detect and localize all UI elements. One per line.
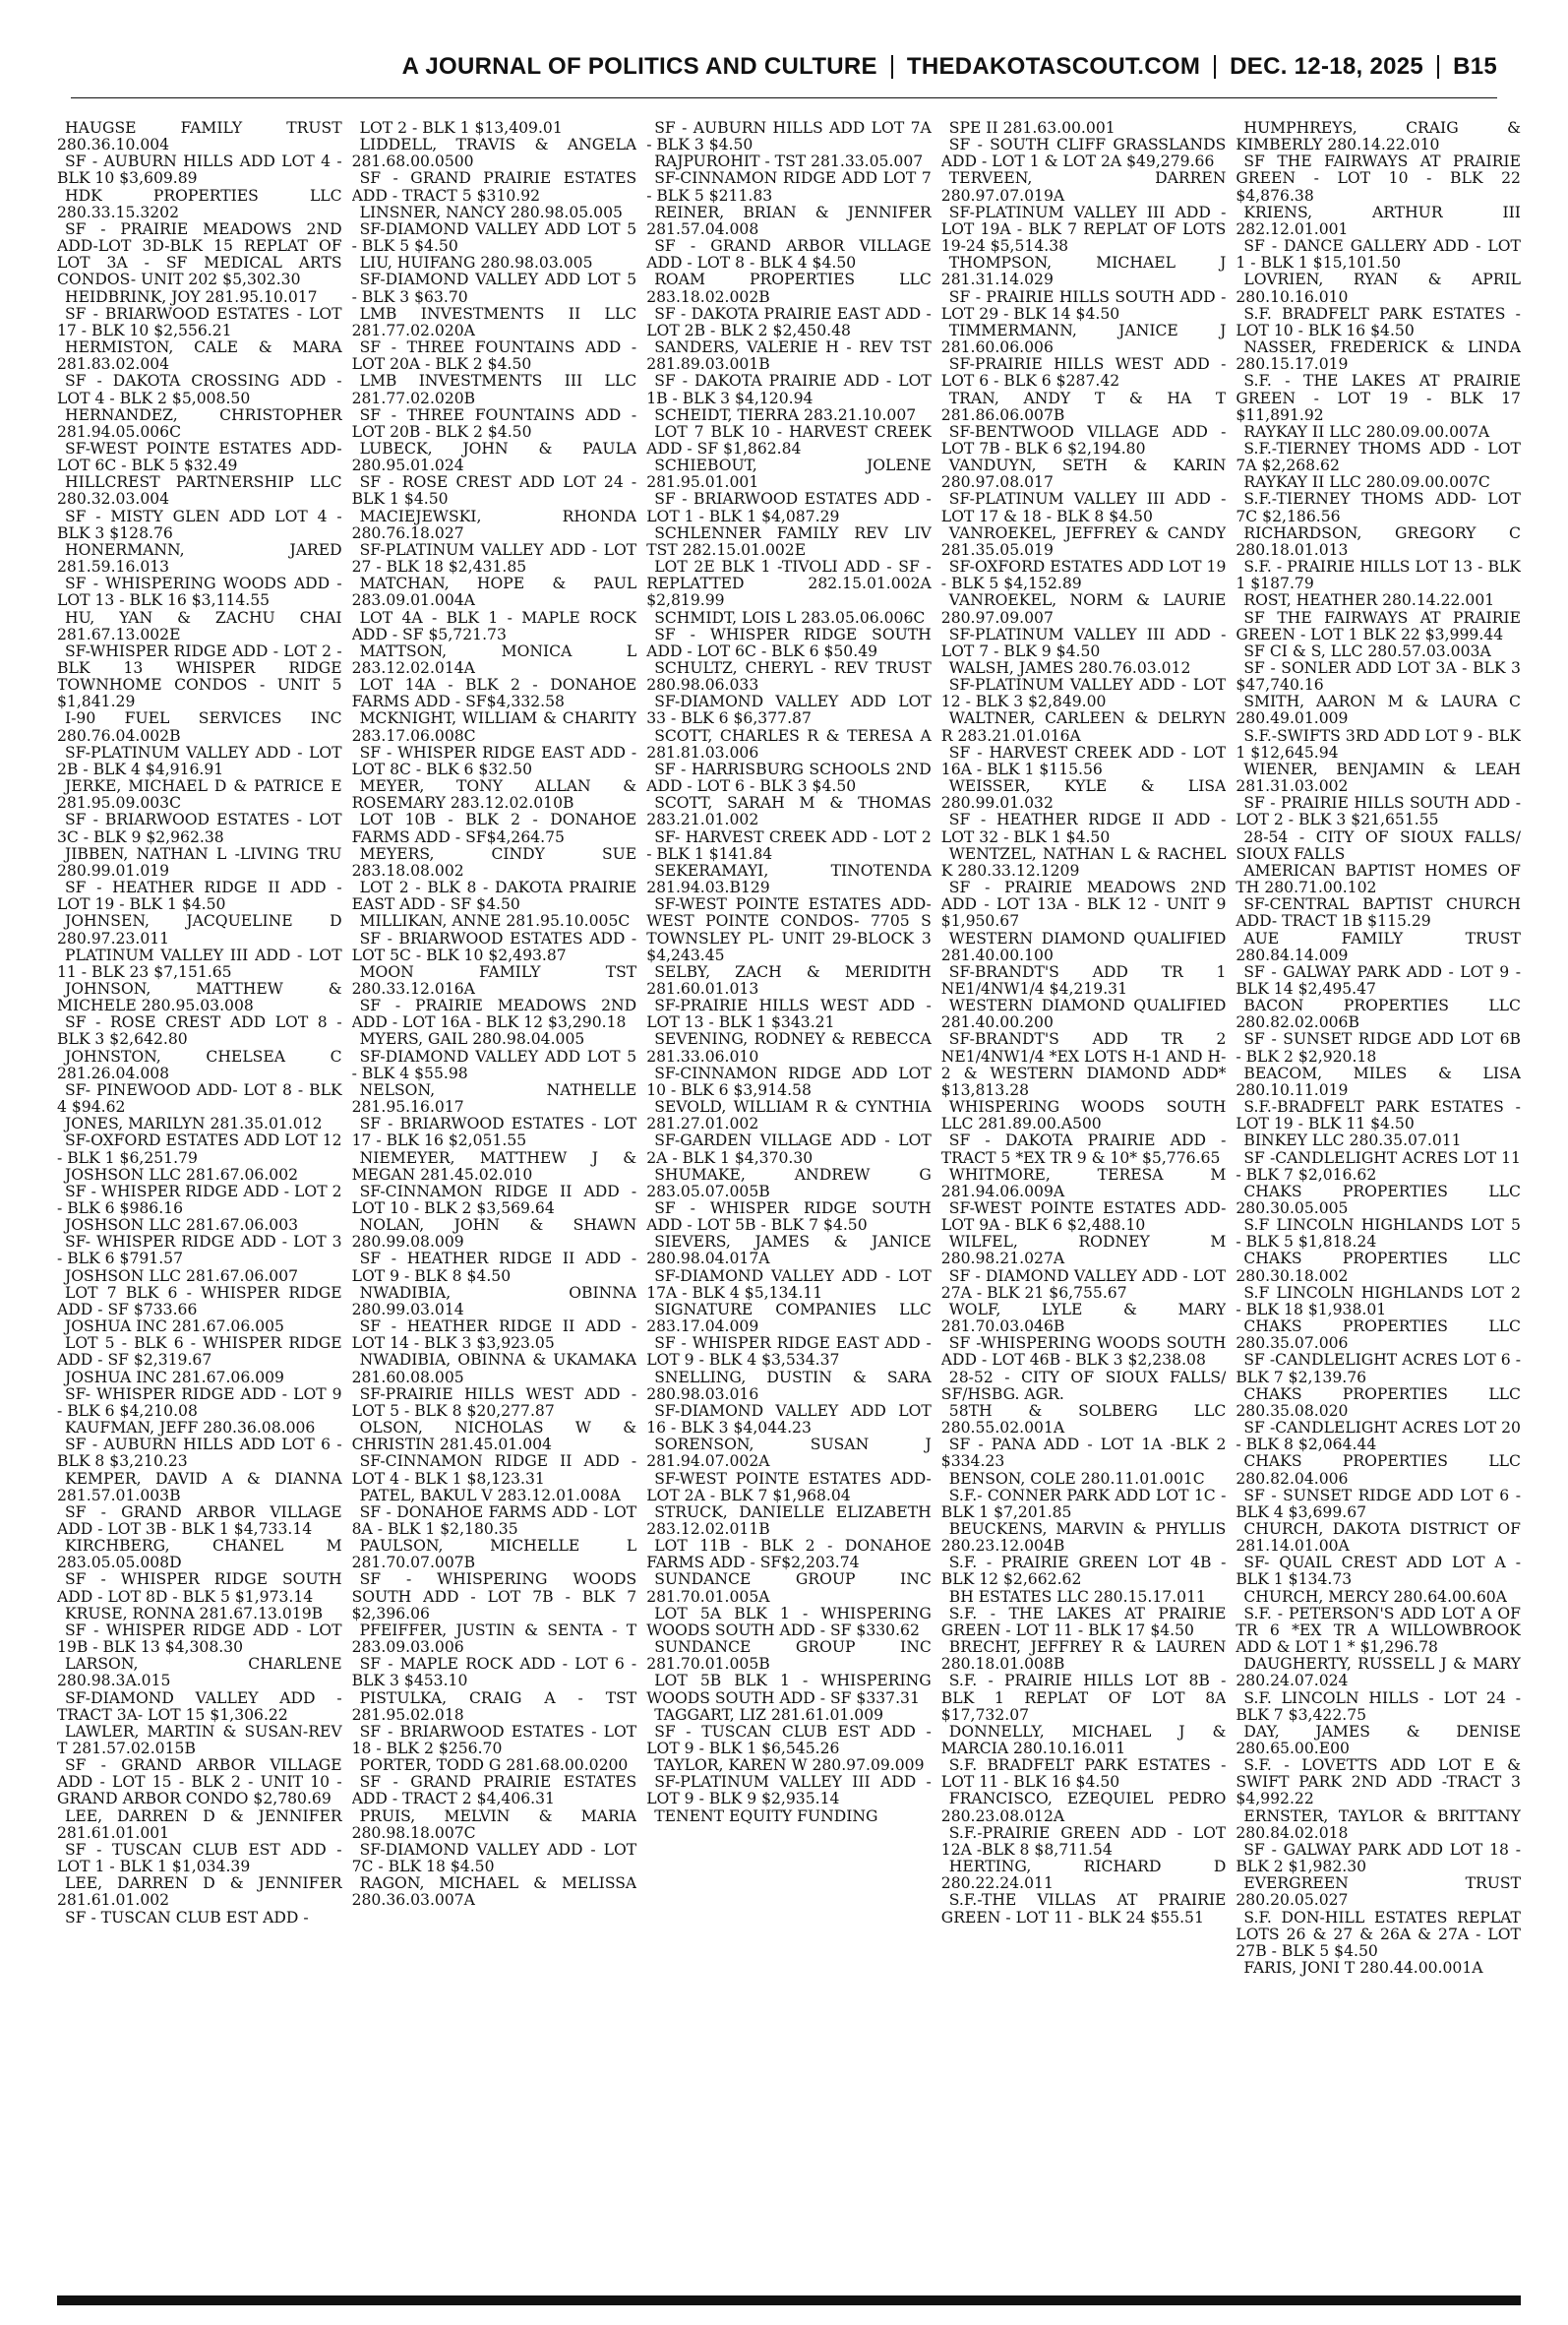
notice-entry: SF - GRAND ARBOR VILLAGE ADD - LOT 8 - BLK 4 $4.50 xyxy=(646,237,932,273)
notice-entry: SF - HARVEST CREEK ADD - LOT 16A - BLK 1 $115.56 xyxy=(940,743,1227,778)
notice-entry: ROAM PROPERTIES LLC 283.18.02.002B xyxy=(646,271,932,306)
notice-entry: SUNDANCE GROUP INC 281.70.01.005A xyxy=(646,1570,932,1606)
site-url: THEDAKOTASCOUT.COM xyxy=(906,53,1201,80)
notice-entry: SF - WHISPER RIDGE EAST ADD - LOT 8C - BLK 6 $32.50 xyxy=(351,743,637,778)
notice-entry: SELBY, ZACH & MERIDITH 281.60.01.013 xyxy=(646,962,932,998)
notice-entry: SF - GRAND PRAIRIE ESTATES ADD - TRACT 5 $310.92 xyxy=(351,169,637,205)
notice-entry: LOT 5A BLK 1 - WHISPERING WOODS SOUTH ADD - SF $330.62 xyxy=(646,1604,932,1639)
notice-entry: SF - DAKOTA PRAIRIE ADD - TRACT 5 *EX TR 9 & 10* $5,776.65 xyxy=(940,1132,1227,1167)
notice-entry: SF - HEATHER RIDGE II ADD - LOT 32 - BLK 1 $4.50 xyxy=(940,811,1227,846)
notice-entry: SPE II 281.63.00.001 xyxy=(948,120,1116,137)
notice-entry: LOT 2 - BLK 1 $13,409.01 xyxy=(359,120,563,137)
notice-entry: SF - THREE FOUNTAINS ADD - LOT 20A - BLK 2 $4.50 xyxy=(351,338,637,374)
notice-entry: SF-DIAMOND VALLEY ADD - TRACT 3A- LOT 15 $1,306.22 xyxy=(57,1688,342,1724)
notice-entry: KAUFMAN, JEFF 280.36.08.006 xyxy=(65,1419,316,1438)
notice-entry: SF-DIAMOND VALLEY ADD LOT 5 - BLK 5 $4.50 xyxy=(351,219,637,256)
notice-entry: SF-CINNAMON RIDGE II ADD - LOT 4 - BLK 1 $8,123.31 xyxy=(351,1452,637,1488)
notice-entry: SF-BRANDT'S ADD TR 1 NE1/4NW1/4 $4,219.31 xyxy=(940,962,1227,998)
notice-entry: TERVEEN, DARREN 280.97.07.019A xyxy=(940,169,1227,205)
notice-entry: PRUIS, MELVIN & MARIA 280.98.18.007C xyxy=(351,1806,637,1842)
notice-entry: JOHNSTON, CHELSEA C 281.26.04.008 xyxy=(57,1047,342,1082)
notice-entry: SF-DIAMOND VALLEY ADD LOT 16 - BLK 3 $4,044.23 xyxy=(646,1401,932,1438)
notice-entry: LOT 5B BLK 1 - WHISPERING WOODS SOUTH ADD - SF $337.31 xyxy=(646,1672,932,1707)
notice-entry: SF-PLATINUM VALLEY III ADD - LOT 17 & 18 - BLK 8 $4.50 xyxy=(940,490,1227,525)
notice-entry: SF -WHISPERING WOODS SOUTH ADD - LOT 46B - BLK 3 $2,238.08 xyxy=(940,1334,1227,1370)
notice-entry: LIU, HUIFANG 280.98.03.005 xyxy=(359,254,593,273)
notice-entry: S.F. BRADFELT PARK ESTATES - LOT 10 - BLK 16 $4.50 xyxy=(1236,304,1521,339)
notice-entry: CHAKS PROPERTIES LLC 280.30.05.005 xyxy=(1236,1182,1521,1217)
notice-entry: SF - HEATHER RIDGE II ADD - LOT 19 - BLK 1 $4.50 xyxy=(57,879,342,914)
notice-entry: SF-WEST POINTE ESTATES ADD- WEST POINTE CONDOS- 7705 S TOWNSLEY PL- UNIT 29-BLOCK 3 $4,243.45 xyxy=(646,895,932,964)
notice-entry: DAY, JAMES & DENISE 280.65.00.E00 xyxy=(1236,1722,1521,1757)
notice-entry: SF - ROSE CREST ADD LOT 24 - BLK 1 $4.50 xyxy=(351,473,637,509)
notice-entry: CHAKS PROPERTIES LLC 280.35.08.020 xyxy=(1236,1384,1521,1420)
notice-entry: S.F.-TIERNEY THOMS ADD- LOT 7C $2,186.56 xyxy=(1236,490,1521,525)
notice-entry: SF- PINEWOOD ADD- LOT 8 - BLK 4 $94.62 xyxy=(57,1080,342,1117)
notice-entry: PORTER, TODD G 281.68.00.0200 xyxy=(359,1756,629,1775)
column-2 xyxy=(352,120,637,2275)
notice-entry: HERMISTON, CALE & MARA 281.83.02.004 xyxy=(57,338,342,374)
notice-entry: SF - GALWAY PARK ADD - LOT 9 - BLK 14 $2,495.47 xyxy=(1236,962,1521,998)
notice-entry: FRANCISCO, EZEQUIEL PEDRO 280.23.08.012A xyxy=(940,1790,1227,1825)
notice-entry: SF - MAPLE ROCK ADD - LOT 6 - BLK 3 $453.10 xyxy=(351,1655,637,1690)
notice-entry: HILLCREST PARTNERSHIP LLC 280.32.03.004 xyxy=(57,473,342,509)
notice-entry: RAGON, MICHAEL & MELISSA 280.36.03.007A xyxy=(351,1874,637,1910)
notice-entry: SF-PRAIRIE HILLS WEST ADD - LOT 5 - BLK 8 $20,277.87 xyxy=(351,1384,637,1420)
journal-tagline: A JOURNAL OF POLITICS AND CULTURE xyxy=(401,53,877,80)
notice-entry: LARSON, CHARLENE 280.98.3A.015 xyxy=(57,1655,342,1690)
notice-entry: KRIENS, ARTHUR III 282.12.01.001 xyxy=(1236,203,1521,238)
notice-entry: MCKNIGHT, WILLIAM & CHARITY 283.17.06.008C xyxy=(351,709,637,745)
notice-entry: S.F. - PRAIRIE GREEN LOT 4B - BLK 12 $2,662.62 xyxy=(940,1554,1227,1589)
page-header xyxy=(71,47,1497,87)
notice-entry: SF- HARVEST CREEK ADD - LOT 2 - BLK 1 $141.84 xyxy=(646,827,932,863)
notice-entry: PFEIFFER, JUSTIN & SENTA - T 283.09.03.006 xyxy=(351,1621,637,1657)
notice-entry: SF-PRAIRIE HILLS WEST ADD - LOT 13 - BLK 1 $343.21 xyxy=(646,997,932,1032)
notice-entry: SNELLING, DUSTIN & SARA 280.98.03.016 xyxy=(646,1368,932,1403)
notice-entry: SF - TUSCAN CLUB EST ADD - xyxy=(65,1908,309,1927)
notice-entry: 28-54 - CITY OF SIOUX FALLS/ SIOUX FALLS xyxy=(1236,827,1521,863)
notice-entry: SF THE FAIRWAYS AT PRAIRIE GREEN - LOT 10 - BLK 22 $4,876.38 xyxy=(1236,153,1521,205)
notice-entry: MACIEJEWSKI, RHONDA 280.76.18.027 xyxy=(351,507,637,542)
notice-entry: SF-WEST POINTE ESTATES ADD- LOT 9A - BLK 6 $2,488.10 xyxy=(940,1199,1227,1235)
notice-entry: RAYKAY II LLC 280.09.00.007A xyxy=(1243,422,1490,441)
notice-entry: PISTULKA, CRAIG A - TST 281.95.02.018 xyxy=(351,1688,637,1724)
notice-entry: LOT 2E BLK 1 -TIVOLI ADD - SF - REPLATTED 282.15.01.002A $2,819.99 xyxy=(646,558,932,610)
notice-entry: SF - SUNSET RIDGE ADD LOT 6B - BLK 2 $2,920.18 xyxy=(1236,1030,1521,1066)
notice-entry: SF - TUSCAN CLUB EST ADD - LOT 9 - BLK 1 $6,545.26 xyxy=(646,1722,932,1757)
notice-entry: WOLF, LYLE & MARY 281.70.03.046B xyxy=(940,1300,1227,1336)
footer-rule xyxy=(57,2295,1521,2305)
notice-entry: JERKE, MICHAEL D & PATRICE E 281.95.09.003C xyxy=(57,777,342,813)
notice-entry: SF - DAKOTA CROSSING ADD - LOT 4 - BLK 2 $5,008.50 xyxy=(57,372,342,407)
notice-entry: SF - WHISPER RIDGE SOUTH ADD - LOT 5B - BLK 7 $4.50 xyxy=(646,1199,932,1235)
notice-entry: AUE FAMILY TRUST 280.84.14.009 xyxy=(1236,929,1521,964)
notice-entry: WALTNER, CARLEEN & DELRYN R 283.21.01.016A xyxy=(940,709,1227,745)
notice-entry: SF - MISTY GLEN ADD LOT 4 - BLK 3 $128.76 xyxy=(57,507,342,542)
notice-entry: SCHLENNER FAMILY REV LIV TST 282.15.01.002E xyxy=(646,523,932,559)
notice-entry: SCHMIDT, LOIS L 283.05.06.006C xyxy=(654,608,926,627)
notice-entry: SF - DAKOTA PRAIRIE EAST ADD - LOT 2B - BLK 2 $2,450.48 xyxy=(646,304,932,339)
notice-entry: SUNDANCE GROUP INC 281.70.01.005B xyxy=(646,1638,932,1674)
notice-entry: SCOTT, SARAH M & THOMAS 283.21.01.002 xyxy=(646,794,932,829)
notice-entry: SF-PLATINUM VALLEY ADD - LOT 2B - BLK 4 $4,916.91 xyxy=(57,743,342,778)
notice-entry: SF - SUNSET RIDGE ADD LOT 6 - BLK 4 $3,699.67 xyxy=(1236,1486,1521,1521)
notice-entry: SIGNATURE COMPANIES LLC 283.17.04.009 xyxy=(646,1300,932,1336)
notice-entry: MYERS, GAIL 280.98.04.005 xyxy=(359,1030,585,1049)
notice-entry: SF - WHISPER RIDGE EAST ADD - LOT 9 - BLK 4 $3,534.37 xyxy=(646,1334,932,1370)
legal-notice-columns xyxy=(57,120,1521,2275)
notice-entry: SF-OXFORD ESTATES ADD LOT 12 - BLK 1 $6,251.79 xyxy=(57,1132,342,1167)
notice-entry: SF-CINNAMON RIDGE II ADD - LOT 10 - BLK 2 $3,569.64 xyxy=(351,1182,637,1217)
notice-entry: LUBECK, JOHN & PAULA 280.95.01.024 xyxy=(351,439,637,475)
notice-entry: SF-PLATINUM VALLEY III ADD - LOT 9 - BLK 9 $2,935.14 xyxy=(646,1773,932,1808)
notice-entry: SF - PRAIRIE HILLS SOUTH ADD - LOT 2 - BLK 3 $21,651.55 xyxy=(1236,794,1521,829)
notice-entry: TAYLOR, KAREN W 280.97.09.009 xyxy=(654,1756,925,1775)
notice-entry: SF-PRAIRIE HILLS WEST ADD - LOT 6 - BLK 6 $287.42 xyxy=(940,355,1227,391)
notice-entry: SF-CINNAMON RIDGE ADD LOT 10 - BLK 6 $3,914.58 xyxy=(646,1064,932,1099)
notice-entry: WHISPERING WOODS SOUTH LLC 281.89.00.A500 xyxy=(940,1098,1227,1133)
page-number: B15 xyxy=(1453,53,1497,80)
notice-entry: SF - DANCE GALLERY ADD - LOT 1 - BLK 1 $15,101.50 xyxy=(1236,237,1521,273)
header-divider xyxy=(1214,55,1216,79)
notice-entry: TENENT EQUITY FUNDING xyxy=(654,1806,878,1825)
notice-entry: SF - DIAMOND VALLEY ADD - LOT 27A - BLK 21 $6,755.67 xyxy=(940,1266,1227,1302)
notice-entry: SF - SONLER ADD LOT 3A - BLK 3 $47,740.16 xyxy=(1236,659,1521,695)
notice-entry: VANDUYN, SETH & KARIN 280.97.08.017 xyxy=(940,457,1227,492)
notice-entry: BEACOM, MILES & LISA 280.10.11.019 xyxy=(1236,1064,1521,1099)
column-3 xyxy=(646,120,932,2275)
notice-entry: SF-DIAMOND VALLEY ADD LOT 33 - BLK 6 $6,377.87 xyxy=(646,693,932,728)
notice-entry: LMB INVESTMENTS III LLC 281.77.02.020B xyxy=(351,372,637,407)
notice-entry: SF -CANDLELIGHT ACRES LOT 11 - BLK 7 $2,016.62 xyxy=(1236,1148,1521,1184)
notice-entry: SF - PRAIRIE MEADOWS 2ND ADD - LOT 13A - BLK 12 - UNIT 9 $1,950.67 xyxy=(940,879,1227,931)
notice-entry: LAWLER, MARTIN & SUSAN-REV T 281.57.02.015B xyxy=(57,1722,342,1757)
notice-entry: LOT 5 - BLK 6 - WHISPER RIDGE ADD - SF $2,319.67 xyxy=(57,1334,342,1370)
notice-entry: I-90 FUEL SERVICES INC 280.76.04.002B xyxy=(57,709,342,745)
notice-entry: SCOTT, CHARLES R & TERESA A 281.81.03.006 xyxy=(646,726,932,762)
notice-entry: BACON PROPERTIES LLC 280.82.02.006B xyxy=(1236,997,1521,1032)
notice-entry: LOVRIEN, RYAN & APRIL 280.10.16.010 xyxy=(1236,271,1521,306)
notice-entry: JOSHUA INC 281.67.06.009 xyxy=(65,1368,284,1386)
notice-entry: SF - WHISPER RIDGE ADD - LOT 2 - BLK 6 $986.16 xyxy=(57,1182,342,1217)
notice-entry: SF - BRIARWOOD ESTATES ADD - LOT 1 - BLK 1 $4,087.29 xyxy=(646,490,932,525)
notice-entry: KIRCHBERG, CHANEL M 283.05.05.008D xyxy=(57,1537,342,1572)
notice-entry: SF- QUAIL CREST ADD LOT A - BLK 1 $134.73 xyxy=(1236,1554,1521,1589)
notice-entry: SF - AUBURN HILLS ADD LOT 6 - BLK 8 $3,210.23 xyxy=(57,1436,342,1471)
notice-entry: S.F.-SWIFTS 3RD ADD LOT 9 - BLK 1 $12,645.94 xyxy=(1236,726,1521,762)
notice-entry: NASSER, FREDERICK & LINDA 280.15.17.019 xyxy=(1236,338,1521,374)
notice-entry: S.F.- CONNER PARK ADD LOT 1C - BLK 1 $7,201.85 xyxy=(940,1486,1227,1521)
notice-entry: SF - PRAIRIE MEADOWS 2ND ADD - LOT 16A - BLK 12 $3,290.18 xyxy=(351,997,637,1032)
notice-entry: S.F.-PRAIRIE GREEN ADD - LOT 12A -BLK 8 $8,711.54 xyxy=(940,1823,1227,1859)
header-rule xyxy=(71,97,1497,98)
notice-entry: PLATINUM VALLEY III ADD - LOT 11 - BLK 23 $7,151.65 xyxy=(57,946,342,981)
notice-entry: MATCHAN, HOPE & PAUL 283.09.01.004A xyxy=(351,575,637,610)
notice-entry: BENSON, COLE 280.11.01.001C xyxy=(948,1469,1205,1488)
notice-entry: SF -CANDLELIGHT ACRES LOT 20 - BLK 8 $2,064.44 xyxy=(1236,1419,1521,1454)
notice-entry: WALSH, JAMES 280.76.03.012 xyxy=(948,659,1191,677)
header-divider xyxy=(1437,55,1439,79)
notice-entry: HUMPHREYS, CRAIG & KIMBERLY 280.14.22.010 xyxy=(1236,120,1521,154)
notice-entry: SF CI & S, LLC 280.57.03.003A xyxy=(1243,642,1491,660)
notice-entry: SF-CINNAMON RIDGE ADD LOT 7 - BLK 5 $211.83 xyxy=(646,169,932,205)
notice-entry: SF-BENTWOOD VILLAGE ADD - LOT 7B - BLK 6 $2,194.80 xyxy=(940,422,1227,458)
notice-entry: SMITH, AARON M & LAURA C 280.49.01.009 xyxy=(1236,693,1521,728)
notice-entry: TIMMERMANN, JANICE J 281.60.06.006 xyxy=(940,321,1227,357)
notice-entry: SF - DONAHOE FARMS ADD - LOT 8A - BLK 1 $2,180.35 xyxy=(351,1502,637,1538)
notice-entry: NWADIBIA, OBINNA 280.99.03.014 xyxy=(351,1283,637,1318)
notice-entry: JOSHSON LLC 281.67.06.002 xyxy=(65,1165,299,1184)
notice-entry: MILLIKAN, ANNE 281.95.10.005C xyxy=(359,912,631,931)
notice-entry: SF - WHISPERING WOODS SOUTH ADD - LOT 7B - BLK 7 $2,396.06 xyxy=(351,1570,637,1622)
notice-entry: LOT 7 BLK 10 - HARVEST CREEK ADD - SF $1,862.84 xyxy=(646,422,932,458)
notice-entry: KRUSE, RONNA 281.67.13.019B xyxy=(65,1604,324,1622)
notice-entry: S.F. - THE LAKES AT PRAIRIE GREEN - LOT 11 - BLK 17 $4.50 xyxy=(940,1604,1227,1639)
notice-entry: BEUCKENS, MARVIN & PHYLLIS 280.23.12.004B xyxy=(940,1519,1227,1556)
notice-entry: S.F. - PRAIRIE HILLS LOT 8B - BLK 1 REPLAT OF LOT 8A $17,732.07 xyxy=(940,1672,1227,1724)
notice-entry: CHAKS PROPERTIES LLC 280.30.18.002 xyxy=(1236,1250,1521,1285)
notice-entry: SF THE FAIRWAYS AT PRAIRIE GREEN - LOT 1 BLK 22 $3,999.44 xyxy=(1236,608,1521,643)
notice-entry: JIBBEN, NATHAN L -LIVING TRU 280.99.01.019 xyxy=(57,844,342,880)
notice-entry: SF- WHISPER RIDGE ADD - LOT 9 - BLK 6 $4,210.08 xyxy=(57,1384,342,1420)
notice-entry: SF-DIAMOND VALLEY ADD LOT 5 - BLK 4 $55.98 xyxy=(351,1047,637,1082)
notice-entry: SF-DIAMOND VALLEY ADD - LOT 17A - BLK 4 $5,134.11 xyxy=(646,1266,932,1302)
notice-entry: REINER, BRIAN & JENNIFER 281.57.04.008 xyxy=(646,203,932,238)
notice-entry: S.F. BRADFELT PARK ESTATES - LOT 11 - BLK 16 $4.50 xyxy=(940,1756,1227,1792)
notice-entry: SF - HARRISBURG SCHOOLS 2ND ADD - LOT 6 - BLK 3 $4.50 xyxy=(646,760,932,796)
notice-entry: SF - PRAIRIE HILLS SOUTH ADD -LOT 29 - BLK 14 $4.50 xyxy=(940,287,1227,323)
notice-entry: SF-BRANDT'S ADD TR 2 NE1/4NW1/4 *EX LOTS H-1 AND H-2 & WESTERN DIAMOND ADD* $13,813.28 xyxy=(940,1030,1227,1099)
notice-entry: CHURCH, DAKOTA DISTRICT OF 281.14.01.00A xyxy=(1236,1519,1521,1556)
notice-entry: LOT 7 BLK 6 - WHISPER RIDGE ADD - SF $733.66 xyxy=(57,1283,342,1318)
notice-entry: PAULSON, MICHELLE L 281.70.07.007B xyxy=(351,1537,637,1572)
notice-entry: EVERGREEN TRUST 280.20.05.027 xyxy=(1236,1874,1521,1910)
notice-entry: VANROEKEL, JEFFREY & CANDY 281.35.05.019 xyxy=(940,523,1227,559)
notice-entry: S.F.-THE VILLAS AT PRAIRIE GREEN - LOT 11 - BLK 24 $55.51 xyxy=(940,1891,1227,1927)
notice-entry: SEKERAMAYI, TINOTENDA 281.94.03.B129 xyxy=(646,861,932,897)
notice-entry: SCHEIDT, TIERRA 283.21.10.007 xyxy=(654,405,917,424)
notice-entry: MOON FAMILY TST 280.33.12.016A xyxy=(351,962,637,998)
notice-entry: HAUGSE FAMILY TRUST 280.36.10.004 xyxy=(57,120,342,154)
notice-entry: SF-PLATINUM VALLEY ADD - LOT 12 - BLK 3 $2,849.00 xyxy=(940,676,1227,711)
notice-entry: MEYER, TONY ALLAN & ROSEMARY 283.12.02.010B xyxy=(351,777,637,813)
notice-entry: RICHARDSON, GREGORY C 280.18.01.013 xyxy=(1236,523,1521,559)
notice-entry: JOHNSEN, JACQUELINE D 280.97.23.011 xyxy=(57,912,342,948)
notice-entry: SF-WHISPER RIDGE ADD - LOT 2 - BLK 13 WHISPER RIDGE TOWNHOME CONDOS - UNIT 5 $1,841.29 xyxy=(57,642,342,711)
notice-entry: SF - WHISPERING WOODS ADD - LOT 13 - BLK 16 $3,114.55 xyxy=(57,575,342,610)
notice-entry: NOLAN, JOHN & SHAWN 280.99.08.009 xyxy=(351,1216,637,1252)
notice-entry: HERNANDEZ, CHRISTOPHER 281.94.05.006C xyxy=(57,405,342,441)
notice-entry: S.F. - PETERSON'S ADD LOT A OF TR 6 *EX TR A WILLOWBROOK ADD & LOT 1 * $1,296.78 xyxy=(1236,1604,1521,1657)
notice-entry: CHAKS PROPERTIES LLC 280.82.04.006 xyxy=(1236,1452,1521,1488)
notice-entry: NIEMEYER, MATTHEW J & MEGAN 281.45.02.010 xyxy=(351,1148,637,1184)
notice-entry: SF-DIAMOND VALLEY ADD LOT 5 - BLK 3 $63.70 xyxy=(351,271,637,306)
notice-entry: SF - WHISPER RIDGE SOUTH ADD - LOT 8D - BLK 5 $1,973.14 xyxy=(57,1570,342,1606)
notice-entry: MATTSON, MONICA L 283.12.02.014A xyxy=(351,642,637,677)
notice-entry: S.F. - THE LAKES AT PRAIRIE GREEN - LOT 19 - BLK 17 $11,891.92 xyxy=(1236,372,1521,424)
notice-entry: LIDDELL, TRAVIS & ANGELA 281.68.00.0500 xyxy=(351,136,637,171)
notice-entry: CHURCH, MERCY 280.64.00.60A xyxy=(1243,1587,1507,1606)
notice-entry: LEE, DARREN D & JENNIFER 281.61.01.002 xyxy=(57,1874,342,1910)
notice-entry: SF - BRIARWOOD ESTATES - LOT 17 - BLK 10 $2,556.21 xyxy=(57,304,342,339)
notice-entry: S.F LINCOLN HIGHLANDS LOT 5 - BLK 5 $1,818.24 xyxy=(1236,1216,1521,1252)
notice-entry: SF - SOUTH CLIFF GRASSLANDS ADD - LOT 1 & LOT 2A $49,279.66 xyxy=(940,136,1227,171)
notice-entry: SCHULTZ, CHERYL - REV TRUST 280.98.06.033 xyxy=(646,659,932,695)
notice-entry: SF - THREE FOUNTAINS ADD - LOT 20B - BLK 2 $4.50 xyxy=(351,405,637,441)
notice-entry: HERTING, RICHARD D 280.22.24.011 xyxy=(940,1858,1227,1893)
column-4 xyxy=(941,120,1227,2275)
notice-entry: SF-PLATINUM VALLEY III ADD - LOT 19A - BLK 7 REPLAT OF LOTS 19-24 $5,514.38 xyxy=(940,203,1227,256)
notice-entry: JOSHSON LLC 281.67.06.007 xyxy=(65,1266,299,1285)
notice-entry: SF-PLATINUM VALLEY III ADD - LOT 7 - BLK 9 $4.50 xyxy=(940,625,1227,660)
notice-entry: SF-WEST POINTE ESTATES ADD- LOT 2A - BLK 7 $1,968.04 xyxy=(646,1469,932,1504)
notice-entry: S.F.-BRADFELT PARK ESTATES - LOT 19 - BLK 11 $4.50 xyxy=(1236,1098,1521,1133)
notice-entry: 28-52 - CITY OF SIOUX FALLS/ SF/HSBG. AGR. xyxy=(940,1368,1227,1403)
notice-entry: S.F LINCOLN HIGHLANDS LOT 2 - BLK 18 $1,938.01 xyxy=(1236,1283,1521,1318)
notice-entry: SF-WEST POINTE ESTATES ADD-LOT 6C - BLK 5 $32.49 xyxy=(57,439,342,475)
notice-entry: SF - GALWAY PARK ADD LOT 18 - BLK 2 $1,982.30 xyxy=(1236,1840,1521,1876)
notice-entry: SF - ROSE CREST ADD LOT 8 - BLK 3 $2,642.80 xyxy=(57,1013,342,1049)
notice-entry: SHUMAKE, ANDREW G 283.05.07.005B xyxy=(646,1165,932,1200)
notice-entry: SF - WHISPER RIDGE SOUTH ADD - LOT 6C - BLK 6 $50.49 xyxy=(646,625,932,660)
notice-entry: SF - GRAND ARBOR VILLAGE ADD - LOT 15 - BLK 2 - UNIT 10 - GRAND ARBOR CONDO $2,780.69 xyxy=(57,1756,342,1808)
notice-entry: S.F. DON-HILL ESTATES REPLAT LOTS 26 & 27 & 26A & 27A - LOT 27B - BLK 5 $4.50 xyxy=(1236,1908,1521,1960)
notice-entry: SF -CANDLELIGHT ACRES LOT 6 - BLK 7 $2,139.76 xyxy=(1236,1351,1521,1386)
notice-entry: LEE, DARREN D & JENNIFER 281.61.01.001 xyxy=(57,1806,342,1842)
notice-entry: LOT 2 - BLK 8 - DAKOTA PRAIRIE EAST ADD - SF $4.50 xyxy=(351,879,637,914)
notice-entry: S.F. LINCOLN HILLS - LOT 24 - BLK 7 $3,422.75 xyxy=(1236,1688,1521,1724)
notice-entry: SF - HEATHER RIDGE II ADD - LOT 9 - BLK 8 $4.50 xyxy=(351,1250,637,1285)
notice-entry: SF - WHISPER RIDGE ADD - LOT 19B - BLK 13 $4,308.30 xyxy=(57,1621,342,1657)
notice-entry: S.F. - LOVETTS ADD LOT E & SWIFT PARK 2ND ADD -TRACT 3 $4,992.22 xyxy=(1236,1756,1521,1808)
notice-entry: DAUGHERTY, RUSSELL J & MARY 280.24.07.024 xyxy=(1236,1655,1521,1690)
notice-entry: SF-PLATINUM VALLEY ADD - LOT 27 - BLK 18 $2,431.85 xyxy=(351,540,637,577)
notice-entry: LOT 4A - BLK 1 - MAPLE ROCK ADD - SF $5,721.73 xyxy=(351,608,637,643)
notice-entry: SF - DAKOTA PRAIRIE ADD - LOT 1B - BLK 3 $4,120.94 xyxy=(646,372,932,407)
notice-entry: LINSNER, NANCY 280.98.05.005 xyxy=(359,203,623,221)
notice-entry: THOMPSON, MICHAEL J 281.31.14.029 xyxy=(940,254,1227,289)
notice-entry: TAGGART, LIZ 281.61.01.009 xyxy=(654,1705,884,1724)
notice-entry: SF - BRIARWOOD ESTATES ADD - LOT 5C - BLK 10 $2,493.87 xyxy=(351,929,637,964)
notice-entry: SF - GRAND PRAIRIE ESTATES ADD - TRACT 2 $4,406.31 xyxy=(351,1773,637,1808)
notice-entry: WEISSER, KYLE & LISA 280.99.01.032 xyxy=(940,777,1227,813)
notice-entry: SIEVERS, JAMES & JANICE 280.98.04.017A xyxy=(646,1233,932,1268)
notice-entry: SF - BRIARWOOD ESTATES - LOT 18 - BLK 2 $256.70 xyxy=(351,1722,637,1757)
notice-entry: KEMPER, DAVID A & DIANNA 281.57.01.003B xyxy=(57,1469,342,1504)
notice-entry: BH ESTATES LLC 280.15.17.011 xyxy=(948,1587,1206,1606)
notice-entry: HU, YAN & ZACHU CHAI 281.67.13.002E xyxy=(57,608,342,643)
notice-entry: S.F.-TIERNEY THOMS ADD - LOT 7A $2,268.62 xyxy=(1236,439,1521,475)
notice-entry: PATEL, BAKUL V 283.12.01.008A xyxy=(359,1486,621,1504)
notice-entry: MEYERS, CINDY SUE 283.18.08.002 xyxy=(351,844,637,880)
issue-date: DEC. 12-18, 2025 xyxy=(1230,53,1424,80)
notice-entry: VANROEKEL, NORM & LAURIE 280.97.09.007 xyxy=(940,591,1227,627)
notice-entry: RAJPUROHIT - TST 281.33.05.007 xyxy=(654,153,924,171)
notice-entry: LOT 14A - BLK 2 - DONAHOE FARMS ADD - SF$4,332.58 xyxy=(351,676,637,711)
notice-entry: SF - BRIARWOOD ESTATES - LOT 17 - BLK 16 $2,051.55 xyxy=(351,1115,637,1150)
notice-entry: SEVOLD, WILLIAM R & CYNTHIA 281.27.01.002 xyxy=(646,1098,932,1133)
notice-entry: WESTERN DIAMOND QUALIFIED 281.40.00.100 xyxy=(940,929,1227,964)
notice-entry: S.F. - PRAIRIE HILLS LOT 13 - BLK 1 $187.79 xyxy=(1236,558,1521,593)
notice-entry: SF - HEATHER RIDGE II ADD - LOT 14 - BLK 3 $3,923.05 xyxy=(351,1317,637,1353)
notice-entry: WHITMORE, TERESA M 281.94.06.009A xyxy=(940,1165,1227,1200)
notice-entry: JONES, MARILYN 281.35.01.012 xyxy=(65,1115,323,1133)
notice-entry: SF - BRIARWOOD ESTATES - LOT 3C - BLK 9 $2,962.38 xyxy=(57,811,342,846)
notice-entry: 58TH & SOLBERG LLC 280.55.02.001A xyxy=(940,1401,1227,1438)
notice-entry: FARIS, JONI T 280.44.00.001A xyxy=(1243,1959,1483,1978)
notice-entry: SF - AUBURN HILLS ADD LOT 7A - BLK 3 $4.50 xyxy=(646,120,932,154)
notice-entry: HONERMANN, JARED 281.59.16.013 xyxy=(57,540,342,577)
notice-entry: LOT 11B - BLK 2 - DONAHOE FARMS ADD - SF$2,203.74 xyxy=(646,1537,932,1572)
notice-entry: SF-GARDEN VILLAGE ADD - LOT 2A - BLK 1 $4,370.30 xyxy=(646,1132,932,1167)
notice-entry: LOT 10B - BLK 2 - DONAHOE FARMS ADD - SF$4,264.75 xyxy=(351,811,637,846)
header-divider xyxy=(891,55,893,79)
notice-entry: NELSON, NATHELLE 281.95.16.017 xyxy=(351,1080,637,1117)
notice-entry: WENTZEL, NATHAN L & RACHEL K 280.33.12.1209 xyxy=(940,844,1227,880)
column-1 xyxy=(57,120,342,2275)
notice-entry: WIENER, BENJAMIN & LEAH 281.31.03.002 xyxy=(1236,760,1521,796)
notice-entry: TRAN, ANDY T & HA T 281.86.06.007B xyxy=(940,389,1227,424)
column-5 xyxy=(1236,120,1521,2275)
notice-entry: HDK PROPERTIES LLC 280.33.15.3202 xyxy=(57,186,342,221)
notice-entry: HEIDBRINK, JOY 281.95.10.017 xyxy=(65,287,318,306)
notice-entry: AMERICAN BAPTIST HOMES OF TH 280.71.00.102 xyxy=(1236,861,1521,897)
notice-entry: SEVENING, RODNEY & REBECCA 281.33.06.010 xyxy=(646,1030,932,1066)
notice-entry: NWADIBIA, OBINNA & UKAMAKA 281.60.08.005 xyxy=(351,1351,637,1386)
notice-entry: CHAKS PROPERTIES LLC 280.35.07.006 xyxy=(1236,1317,1521,1353)
notice-entry: BINKEY LLC 280.35.07.011 xyxy=(1243,1132,1462,1150)
notice-entry: SF-CENTRAL BAPTIST CHURCH ADD- TRACT 1B $115.29 xyxy=(1236,895,1521,931)
notice-entry: DONNELLY, MICHAEL J & MARCIA 280.10.16.011 xyxy=(940,1722,1227,1757)
notice-entry: JOHNSON, MATTHEW & MICHELE 280.95.03.008 xyxy=(57,979,342,1015)
notice-entry: JOSHUA INC 281.67.06.005 xyxy=(65,1317,284,1336)
notice-entry: SF- WHISPER RIDGE ADD - LOT 3 - BLK 6 $791.57 xyxy=(57,1233,342,1268)
notice-entry: WILFEL, RODNEY M 280.98.21.027A xyxy=(940,1233,1227,1268)
notice-entry: JOSHSON LLC 281.67.06.003 xyxy=(65,1216,299,1235)
notice-entry: SF - AUBURN HILLS ADD LOT 4 - BLK 10 $3,609.89 xyxy=(57,153,342,188)
notice-entry: STRUCK, DANIELLE ELIZABETH 283.12.02.011B xyxy=(646,1502,932,1538)
notice-entry: SANDERS, VALERIE H - REV TST 281.89.03.001B xyxy=(646,338,932,374)
notice-entry: OLSON, NICHOLAS W & CHRISTIN 281.45.01.004 xyxy=(351,1419,637,1454)
notice-entry: SORENSON, SUSAN J 281.94.07.002A xyxy=(646,1436,932,1471)
notice-entry: SF-OXFORD ESTATES ADD LOT 19 - BLK 5 $4,152.89 xyxy=(940,558,1227,593)
notice-entry: ROST, HEATHER 280.14.22.001 xyxy=(1243,591,1495,610)
notice-entry: SF - PRAIRIE MEADOWS 2ND ADD-LOT 3D-BLK 15 REPLAT OF LOT 3A - SF MEDICAL ARTS CONDOS- UNIT 202 $5,302.30 xyxy=(57,219,342,289)
notice-entry: ERNSTER, TAYLOR & BRITTANY 280.84.02.018 xyxy=(1236,1806,1521,1842)
notice-entry: SF - PANA ADD - LOT 1A -BLK 2 $334.23 xyxy=(940,1436,1227,1471)
notice-entry: SCHIEBOUT, JOLENE 281.95.01.001 xyxy=(646,457,932,492)
notice-entry: LMB INVESTMENTS II LLC 281.77.02.020A xyxy=(351,304,637,339)
notice-entry: SF - TUSCAN CLUB EST ADD - LOT 1 - BLK 1 $1,034.39 xyxy=(57,1840,342,1876)
notice-entry: BRECHT, JEFFREY R & LAUREN 280.18.01.008B xyxy=(940,1638,1227,1674)
notice-entry: WESTERN DIAMOND QUALIFIED 281.40.00.200 xyxy=(940,997,1227,1032)
notice-entry: SF-DIAMOND VALLEY ADD - LOT 7C - BLK 18 $4.50 xyxy=(351,1840,637,1876)
notice-entry: RAYKAY II LLC 280.09.00.007C xyxy=(1243,473,1490,492)
notice-entry: SF - GRAND ARBOR VILLAGE ADD - LOT 3B - BLK 1 $4,733.14 xyxy=(57,1502,342,1538)
